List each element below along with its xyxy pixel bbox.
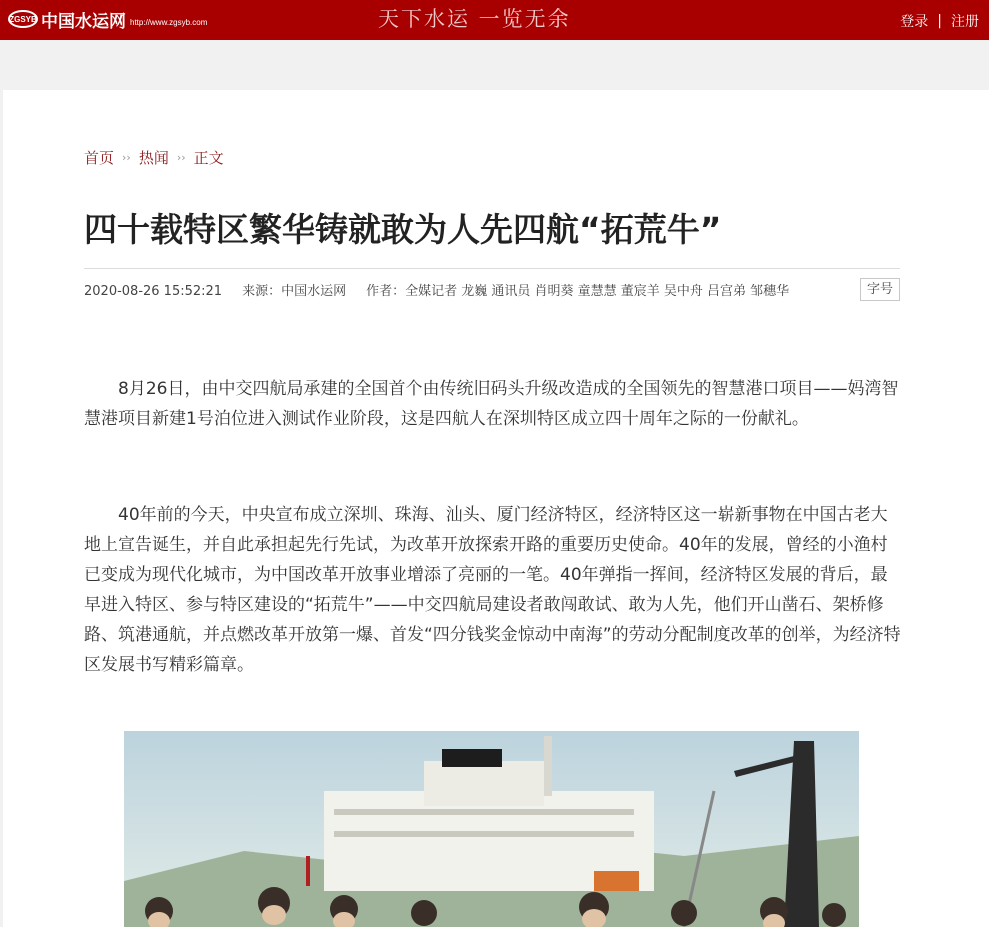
breadcrumb: [84, 147, 224, 168]
site-slogan: 天下水运 一览无余: [378, 7, 571, 31]
breadcrumb-current[interactable]: 正文: [193, 149, 224, 167]
article-paragraph: 8月26日，由中交四航局承建的全国首个由传统旧码头升级改造成的全国领先的智慧港口项目——妈湾智慧港项目新建1号泊位进入测试作业阶段，这是四航人在深圳特区成立四十周年之际的一份献礼。: [84, 379, 899, 429]
article-paragraph: 40年前的今天，中央宣布成立深圳、珠海、汕头、厦门经济特区，经济特区这一崭新事物在中国古老大地上宣告诞生，并自此承担起先行先试，为改革开放探索开路的重要历史使命。40年的发展，曾经的小渔村已变成为现代化城市，为中国改革开放事业增添了亮丽的一笔。40年弹指一挥间，经济特区发展的背后，最早进入特区、参与特区建设的“拓荒牛”——中交四航局建设者敢闯敢试、敢为人先，他们开山凿石、架桥修路、筑港通航，并点燃改革开放第一爆、首发“四分钱奖金惊动中南海”的劳动分配制度改革的创举，为经济特区发展书写精彩篇章。: [84, 505, 901, 675]
article-meta-text: [84, 282, 844, 301]
author-label: 作者：: [366, 284, 406, 299]
font-size-button[interactable]: 字号: [860, 278, 900, 301]
article-datetime: 2020-08-26 15:52:21: [84, 284, 223, 299]
source-label: 来源：: [242, 284, 282, 299]
article-source: 中国水运网: [281, 284, 347, 299]
site-url: http://www.zgsyb.com: [130, 17, 208, 27]
site-logo[interactable]: [8, 7, 207, 31]
breadcrumb-home[interactable]: 首页: [84, 149, 115, 167]
harbor-photo-illustration: [124, 731, 859, 927]
top-header-bar: [0, 0, 989, 40]
auth-links: [900, 11, 979, 31]
breadcrumb-arrow-icon: ››: [176, 151, 186, 164]
article-meta: [84, 268, 900, 301]
article-authors: 全媒记者 龙巍 通讯员 肖明葵 童慧慧 董宸羊 吴中舟 吕宫弟 邹穗华: [405, 284, 790, 299]
breadcrumb-section[interactable]: 热闻: [138, 149, 169, 167]
login-link[interactable]: 登录: [900, 14, 929, 30]
article-title: 四十载特区繁华铸就敢为人先四航“拓荒牛”: [84, 210, 722, 249]
breadcrumb-arrow-icon: ››: [122, 151, 131, 164]
logo-emblem-icon: ZGSYB: [8, 10, 38, 28]
site-name: 中国水运网: [41, 11, 126, 32]
auth-separator: |: [937, 13, 942, 29]
article-container: [3, 90, 989, 927]
register-link[interactable]: 注册: [951, 14, 979, 30]
article-photo: [124, 731, 859, 927]
